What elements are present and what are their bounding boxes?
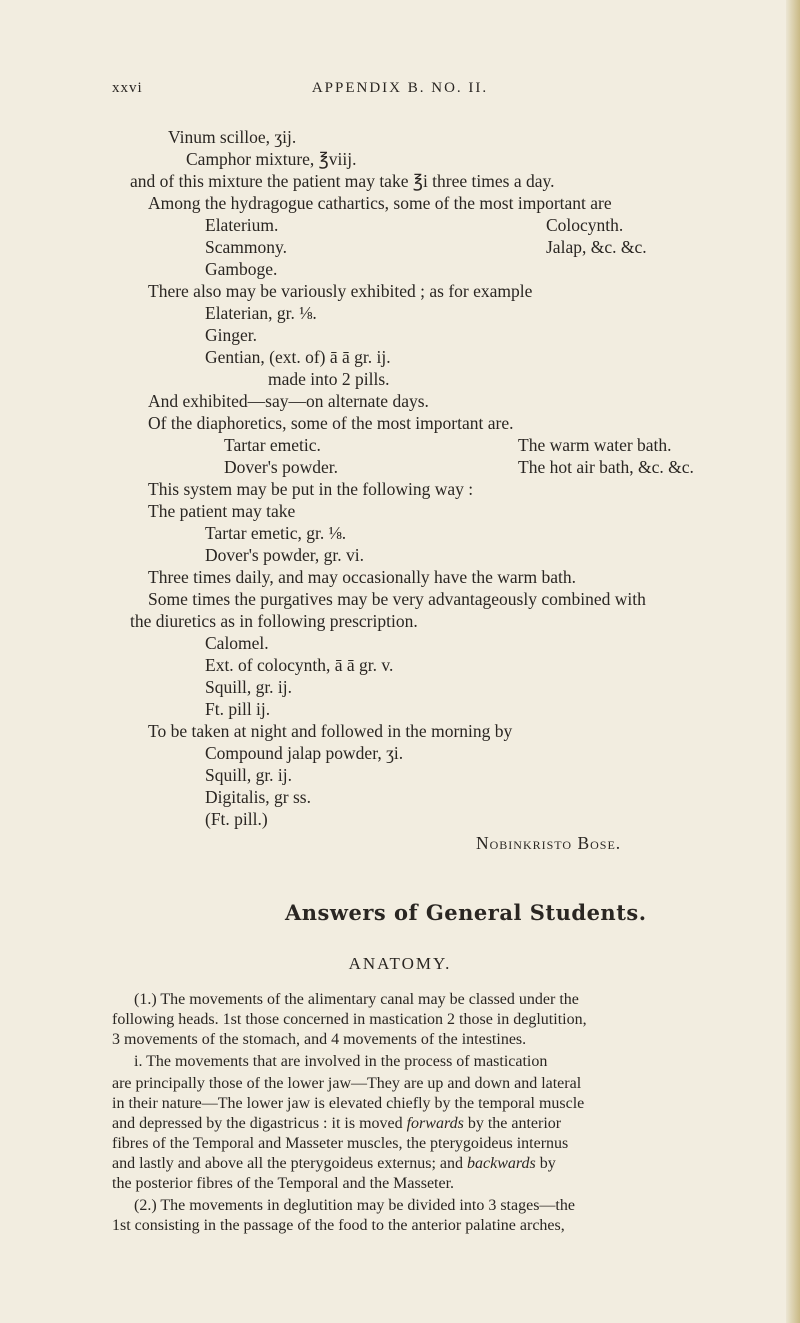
- text-line: The patient may take: [148, 501, 296, 521]
- paragraph-line: [112, 1114, 561, 1134]
- text-line: Tartar emetic.: [224, 435, 321, 455]
- paragraph-text: by: [539, 1155, 556, 1172]
- text-line: Elaterian, gr. ⅛.: [205, 303, 317, 323]
- paragraph-line: in their nature—The lower jaw is elevated chiefly by the temporal muscle: [112, 1095, 585, 1112]
- text-line: and of this mixture the patient may take ℥i three times a day.: [130, 171, 555, 191]
- text-line: Ginger.: [205, 325, 258, 345]
- text-line: Squill, gr. ij.: [205, 677, 293, 697]
- text-line: The warm water bath.: [518, 435, 672, 455]
- text-line: Ext. of colocynth, ā ā gr. v.: [205, 655, 394, 675]
- paragraph-line: 1st consisting in the passage of the food to the anterior palatine arches,: [112, 1217, 565, 1234]
- text-line: Dover's powder, gr. vi.: [205, 545, 364, 565]
- paragraph-line: following heads. 1st those concerned in mastication 2 those in deglutition,: [112, 1011, 587, 1028]
- paragraph-text: and depressed by the digastricus : it is moved: [112, 1115, 403, 1132]
- text-line: Some times the purgatives may be very advantageously combined with: [148, 589, 646, 609]
- text-line: Jalap, &c. &c.: [546, 237, 647, 257]
- text-line: Three times daily, and may occasionally have the warm bath.: [148, 567, 576, 587]
- paragraph-text: and lastly and above all the pterygoideus externus; and: [112, 1155, 464, 1172]
- section-heading: Answers of General Students.: [285, 900, 647, 925]
- text-line: Colocynth.: [546, 215, 624, 235]
- text-line: (Ft. pill.): [205, 809, 268, 829]
- italic-term: forwards: [406, 1115, 464, 1132]
- text-line: made into 2 pills.: [268, 369, 390, 389]
- paragraph-line: fibres of the Temporal and Masseter muscles, the pterygoideus internus: [112, 1135, 569, 1152]
- author-signature: Nobinkristo Bose.: [476, 833, 622, 853]
- text-line: There also may be variously exhibited ; as for example: [148, 281, 533, 301]
- text-line: Camphor mixture, ℥viij.: [186, 149, 357, 169]
- text-line: The hot air bath, &c. &c.: [518, 457, 694, 477]
- text-line: Of the diaphoretics, some of the most important are.: [148, 413, 514, 433]
- text-line: Ft. pill ij.: [205, 699, 271, 719]
- paragraph-line: (1.) The movements of the alimentary canal may be classed under the: [134, 991, 579, 1008]
- text-line: Gamboge.: [205, 259, 278, 279]
- italic-term: backwards: [467, 1155, 536, 1172]
- text-line: Calomel.: [205, 633, 269, 653]
- paragraph-line: 3 movements of the stomach, and 4 movements of the intestines.: [112, 1031, 527, 1048]
- running-title: APPENDIX B. NO. II.: [311, 80, 489, 96]
- text-line: Squill, gr. ij.: [205, 765, 293, 785]
- page-edge: [786, 0, 800, 1323]
- paragraph-text: by the anterior: [467, 1115, 562, 1132]
- text-line: Vinum scilloe, ʒij.: [168, 127, 297, 147]
- text-line: And exhibited—say—on alternate days.: [148, 391, 429, 411]
- text-line: the diuretics as in following prescription.: [130, 611, 418, 631]
- paragraph-line: the posterior fibres of the Temporal and the Masseter.: [112, 1175, 455, 1192]
- paragraph-line: i. The movements that are involved in the process of mastication: [134, 1053, 548, 1070]
- text-line: Digitalis, gr ss.: [205, 787, 311, 807]
- paragraph-line: are principally those of the lower jaw—They are up and down and lateral: [112, 1075, 582, 1092]
- text-line: This system may be put in the following way :: [148, 479, 474, 499]
- text-line: Elaterium.: [205, 215, 279, 235]
- text-line: Dover's powder.: [224, 457, 338, 477]
- text-line: Compound jalap powder, ʒi.: [205, 743, 404, 763]
- text-line: Gentian, (ext. of) ā ā gr. ij.: [205, 347, 391, 367]
- paragraph-line: [112, 1154, 556, 1174]
- text-line: To be taken at night and followed in the morning by: [148, 721, 513, 741]
- text-line: Scammony.: [205, 237, 287, 257]
- text-line: Among the hydragogue cathartics, some of the most important are: [148, 193, 612, 213]
- paragraph-line: (2.) The movements in deglutition may be divided into 3 stages—the: [134, 1197, 575, 1214]
- subject-title: ANATOMY.: [348, 954, 452, 973]
- page-number: xxvi: [112, 80, 143, 96]
- text-line: Tartar emetic, gr. ⅛.: [205, 523, 347, 543]
